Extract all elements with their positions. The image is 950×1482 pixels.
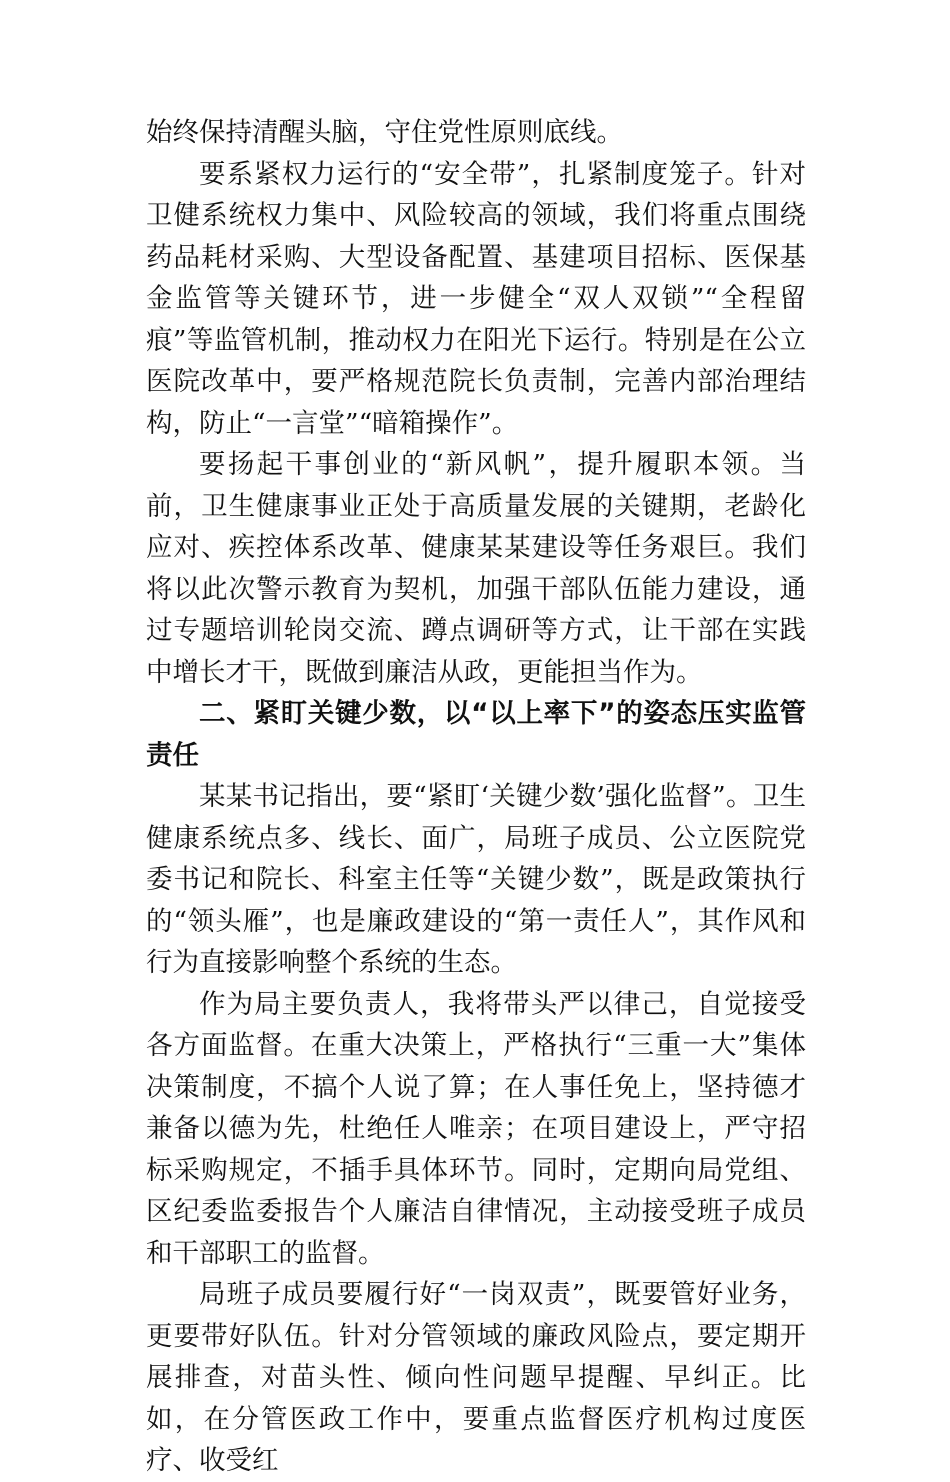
section-heading-2: 二、紧盯关键少数，以“以上率下”的姿态压实监管责任	[146, 698, 806, 771]
paragraph-safety-belt: 要系紧权力运行的“安全带”，扎紧制度笼子。针对卫健系统权力集中、风险较高的领域，我们将重点围绕药品耗材采购、大型设备配置、基建项目招标、医保基金监管等关键环节，进一步健全“双人双锁”“全程留痕”等监管机制，推动权力在阳光下运行。特别是在公立医院改革中，要严格规范院长负责制，完善内部治理结构，防止“一言堂”“暗箱操作”。	[146, 158, 806, 439]
paragraph-dual-responsibility: 局班子成员要履行好“一岗双责”，既要管好业务，更要带好队伍。针对分管领域的廉政风险点，要定期开展排查，对苗头性、倾向性问题早提醒、早纠正。比如，在分管医政工作中，要重点监督医疗机构过度医疗、收受红	[146, 1279, 806, 1476]
paragraph-new-sail: 要扬起干事创业的“新风帆”，提升履职本领。当前，卫生健康事业正处于高质量发展的关键期，老龄化应对、疾控体系改革、健康某某建设等任务艰巨。我们将以此次警示教育为契机，加强干部队伍能力建设，通过专题培训轮岗交流、蹲点调研等方式，让干部在实践中增长才干，既做到廉洁从政，更能担当作为。	[146, 449, 806, 688]
paragraph-self-discipline: 作为局主要负责人，我将带头严以律己，自觉接受各方面监督。在重大决策上，严格执行“三重一大”集体决策制度，不搞个人说了算；在人事任免上，坚持德才兼备以德为先，杜绝任人唯亲；在项目建设上，严守招标采购规定，不插手具体环节。同时，定期向局党组、区纪委监委报告个人廉洁自律情况，主动接受班子成员和干部职工的监督。	[146, 988, 806, 1269]
paragraph-continued: 始终保持清醒头脑，守住党性原则底线。	[146, 117, 623, 148]
document-body	[146, 112, 806, 1482]
paragraph-key-minority: 某某书记指出，要“紧盯‘关键少数’强化监督”。卫生健康系统点多、线长、面广，局班子成员、公立医院党委书记和院长、科室主任等“关键少数”，既是政策执行的“领头雁”，也是廉政建设的“第一责任人”，其作风和行为直接影响整个系统的生态。	[146, 781, 806, 978]
